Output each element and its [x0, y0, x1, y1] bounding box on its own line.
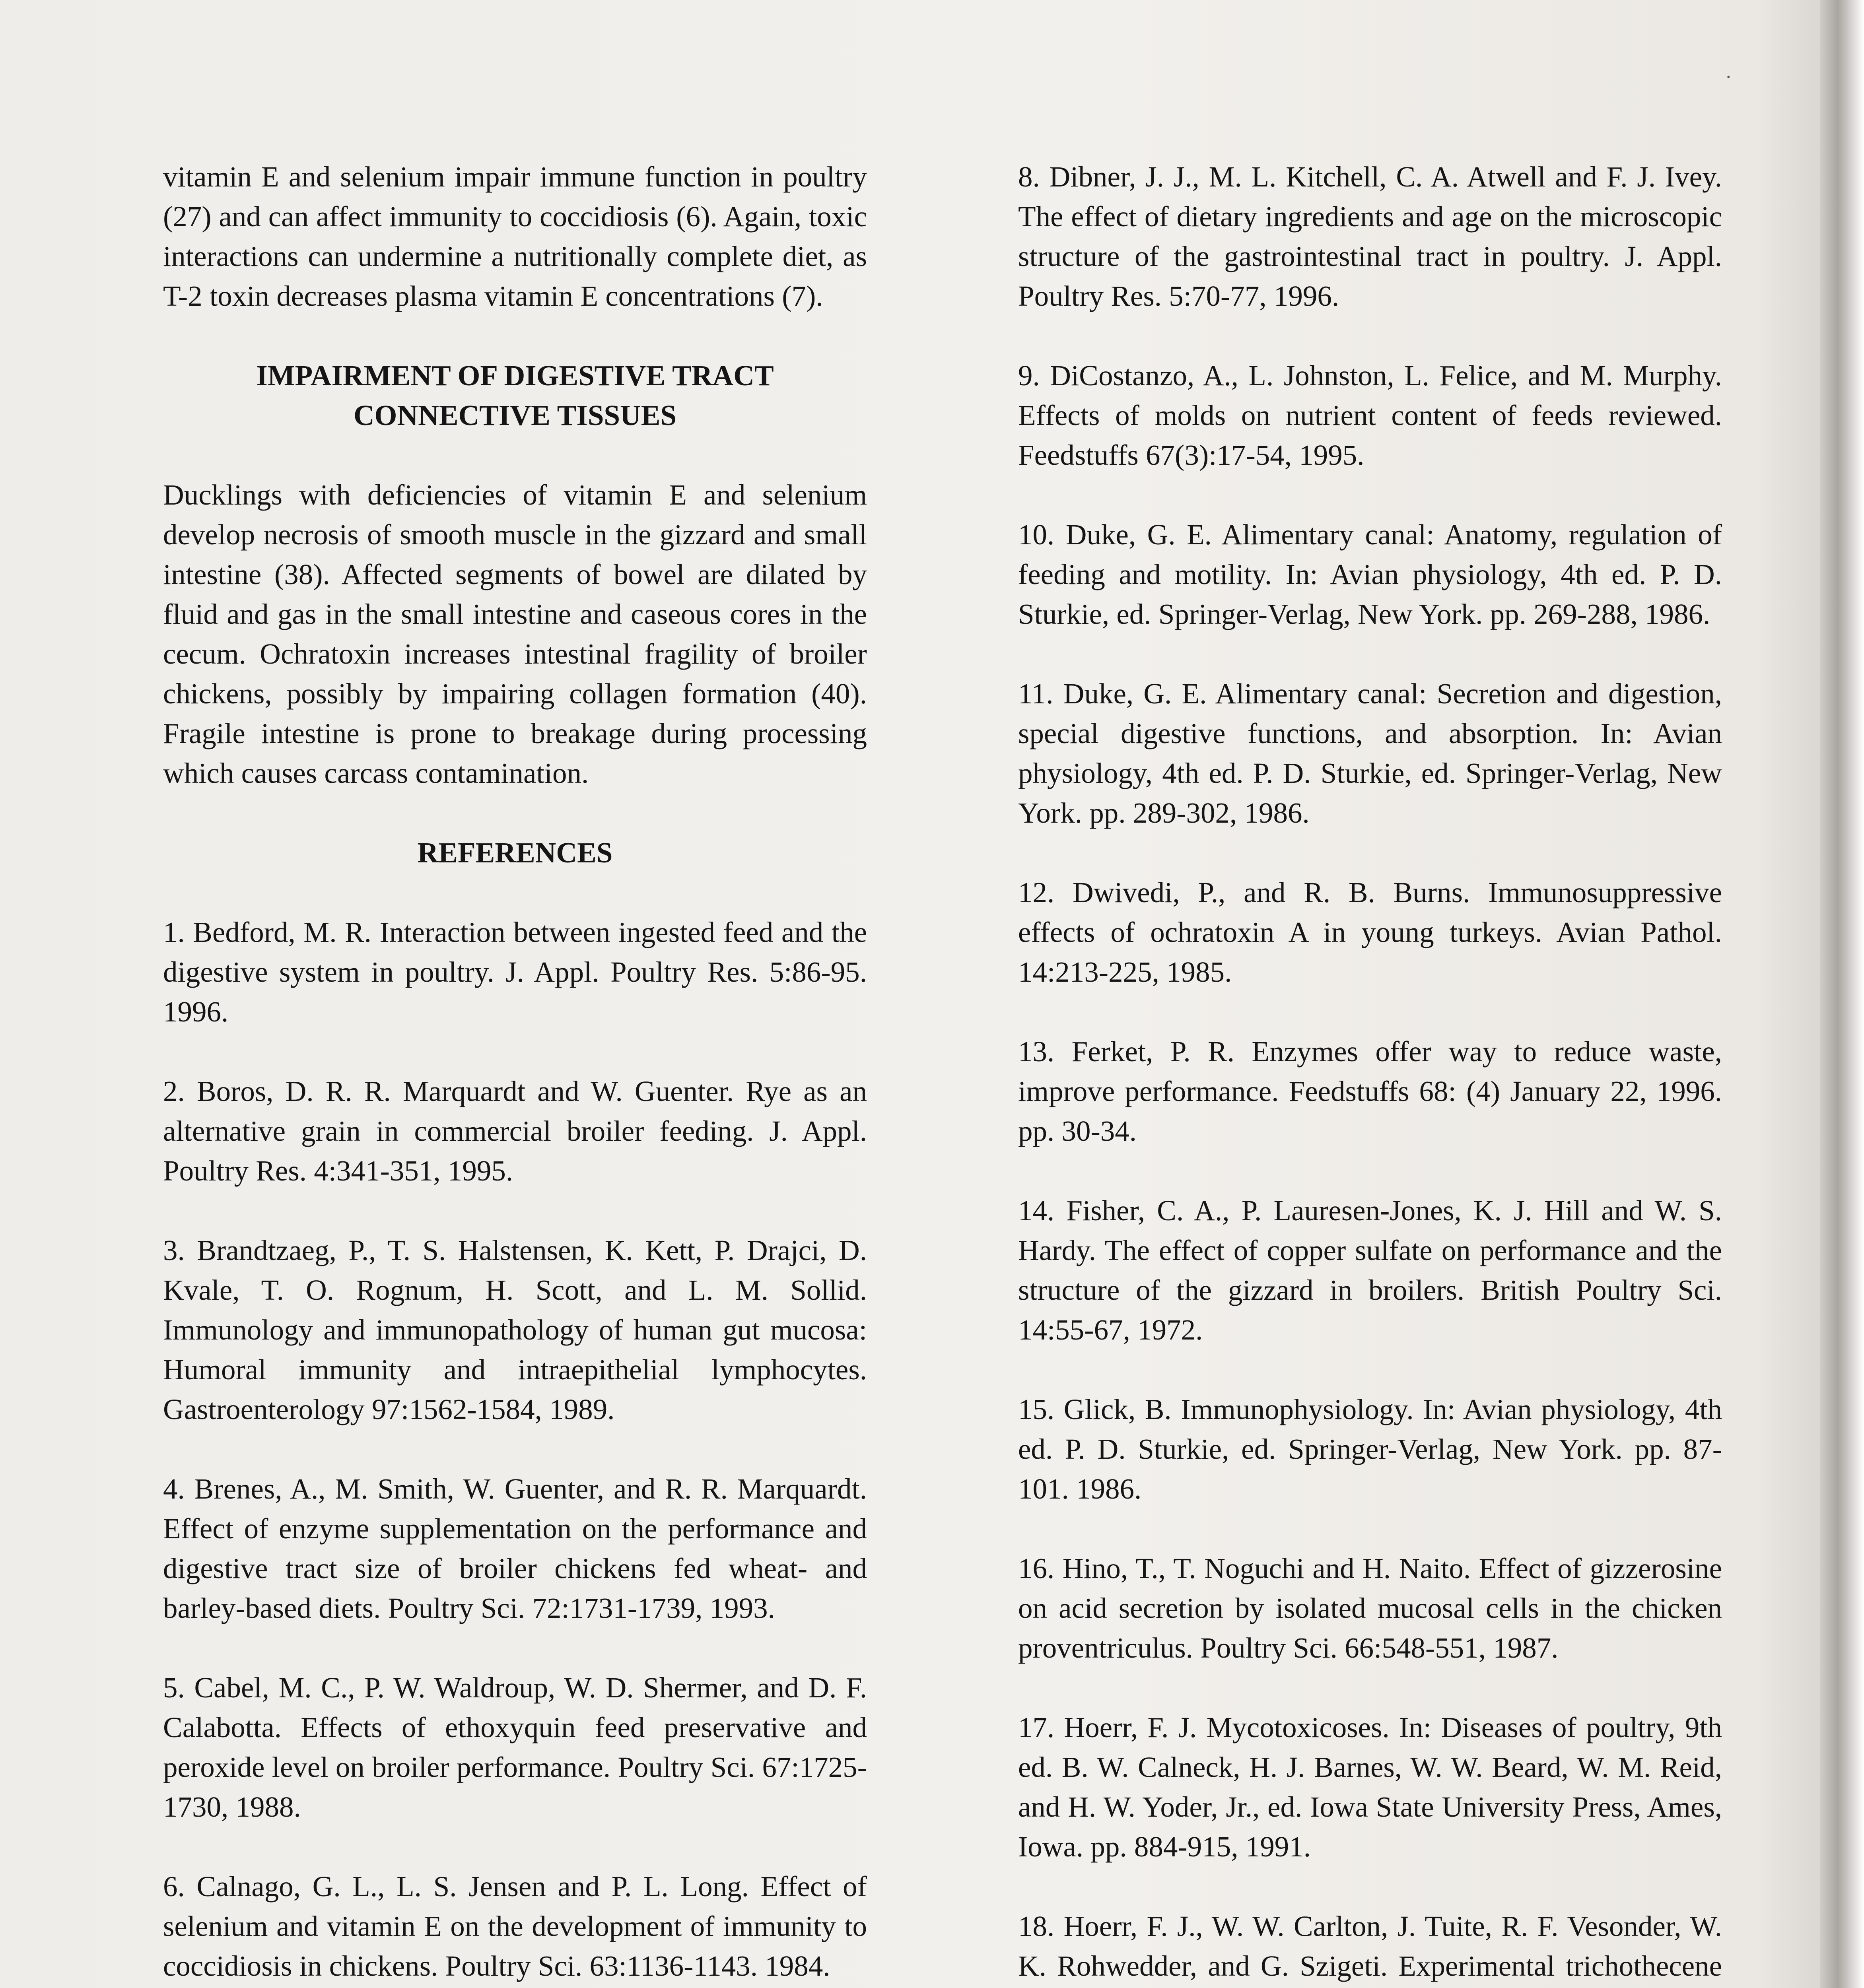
section-heading-line-1: IMPAIRMENT OF DIGESTIVE TRACT	[256, 359, 774, 392]
reference-item: 6. Calnago, G. L., L. S. Jensen and P. L. Long. Effect of selenium and vitamin E on the development of immunity to coccidiosis in chickens. Poultry Sci. 63:1136-1143. 1984.	[163, 1870, 867, 1982]
references-heading: REFERENCES	[417, 837, 613, 869]
book-binding-edge	[1820, 0, 1864, 1988]
reference-item: 16. Hino, T., T. Noguchi and H. Naito. Effect of gizzerosine on acid secretion by isolated mucosal cells in the chicken proventriculus. Poultry Sci. 66:548-551, 1987.	[1018, 1552, 1722, 1664]
reference-item: 3. Brandtzaeg, P., T. S. Halstensen, K. Kett, P. Drajci, D. Kvale, T. O. Rognum, H. Scott, and L. M. Sollid. Immunology and immunopathology of human gut mucosa: Humoral immunity and intraepithelial lymphocytes. Gastroenterology 97:1562-1584, 1989.	[163, 1234, 867, 1425]
reference-item: 10. Duke, G. E. Alimentary canal: Anatomy, regulation of feeding and motility. In: Avian physiology, 4th ed. P. D. Sturkie, ed. Springer-Verlag, New York. pp. 269-288, 1986.	[1018, 518, 1722, 630]
reference-item: 5. Cabel, M. C., P. W. Waldroup, W. D. Shermer, and D. F. Calabotta. Effects of ethoxyquin feed preservative and peroxide level on broiler performance. Poultry Sci. 67:1725-1730, 1988.	[163, 1672, 867, 1823]
reference-item: 9. DiCostanzo, A., L. Johnston, L. Felice, and M. Murphy. Effects of molds on nutrient content of feeds reviewed. Feedstuffs 67(3):17-54, 1995.	[1018, 359, 1722, 471]
right-column	[1018, 157, 1722, 1988]
reference-item: 2. Boros, D. R. R. Marquardt and W. Guenter. Rye as an alternative grain in commercial broiler feeding. J. Appl. Poultry Res. 4:341-351, 1995.	[163, 1075, 867, 1187]
section-paragraph: Ducklings with deficiencies of vitamin E and selenium develop necrosis of smooth muscle in the gizzard and small intestine (38). Affected segments of bowel are dilated by fluid and gas in the small intestine and caseous cores in the cecum. Ochratoxin increases intestinal fragility of broiler chickens, possibly by impairing collagen formation (40). Fragile intestine is prone to breakage during processing which causes carcass contamination.	[163, 479, 867, 789]
left-column	[163, 157, 867, 1988]
reference-item: 17. Hoerr, F. J. Mycotoxicoses. In: Diseases of poultry, 9th ed. B. W. Calneck, H. J. Barnes, W. W. Beard, W. M. Reid, and H. W. Yoder, Jr., ed. Iowa State University Press, Ames, Iowa. pp. 884-915, 1991.	[1018, 1711, 1722, 1863]
reference-item: 11. Duke, G. E. Alimentary canal: Secretion and digestion, special digestive functions, and absorption. In: Avian physiology, 4th ed. P. D. Sturkie, ed. Springer-Verlag, New York. pp. 289-302, 1986.	[1018, 678, 1722, 829]
section-heading	[163, 356, 867, 435]
reference-item: 15. Glick, B. Immunophysiology. In: Avian physiology, 4th ed. P. D. Sturkie, ed. Springer-Verlag, New York. pp. 87-101. 1986.	[1018, 1393, 1722, 1505]
reference-item: 1. Bedford, M. R. Interaction between ingested feed and the digestive system in poultry. J. Appl. Poultry Res. 5:86-95. 1996.	[163, 916, 867, 1028]
reference-item: 8. Dibner, J. J., M. L. Kitchell, C. A. Atwell and F. J. Ivey. The effect of dietary ingredients and age on the microscopic structure of the gastrointestinal tract in poultry. J. Appl. Poultry Res. 5:70-77, 1996.	[1018, 161, 1722, 312]
intro-paragraph: vitamin E and selenium impair immune function in poultry (27) and can affect immunity to coccidiosis (6). Again, toxic interactions can undermine a nutritionally complete diet, as T-2 toxin decreases plasma vitamin E concentrations (7).	[163, 161, 867, 312]
section-heading-line-2: CONNECTIVE TISSUES	[353, 399, 677, 431]
reference-item: 18. Hoerr, F. J., W. W. Carlton, J. Tuite, R. F. Vesonder, W. K. Rohwedder, and G. Szigeti. Experimental trichothecene	[1018, 1910, 1722, 1982]
reference-item: 14. Fisher, C. A., P. Lauresen-Jones, K. J. Hill and W. S. Hardy. The effect of copper sulfate on performance and the structure of the gizzard in broilers. British Poultry Sci. 14:55-67, 1972.	[1018, 1194, 1722, 1346]
reference-item: 13. Ferket, P. R. Enzymes offer way to reduce waste, improve performance. Feedstuffs 68: (4) January 22, 1996. pp. 30-34.	[1018, 1035, 1722, 1147]
reference-item: 12. Dwivedi, P., and R. B. Burns. Immunosuppressive effects of ochratoxin A in young turkeys. Avian Pathol. 14:213-225, 1985.	[1018, 876, 1722, 988]
reference-item: 4. Brenes, A., M. Smith, W. Guenter, and R. R. Marquardt. Effect of enzyme supplementation on the performance and digestive tract size of broiler chickens fed wheat- and barley-based diets. Poultry Sci. 72:1731-1739, 1993.	[163, 1473, 867, 1624]
scan-mark: .	[1726, 60, 1731, 82]
